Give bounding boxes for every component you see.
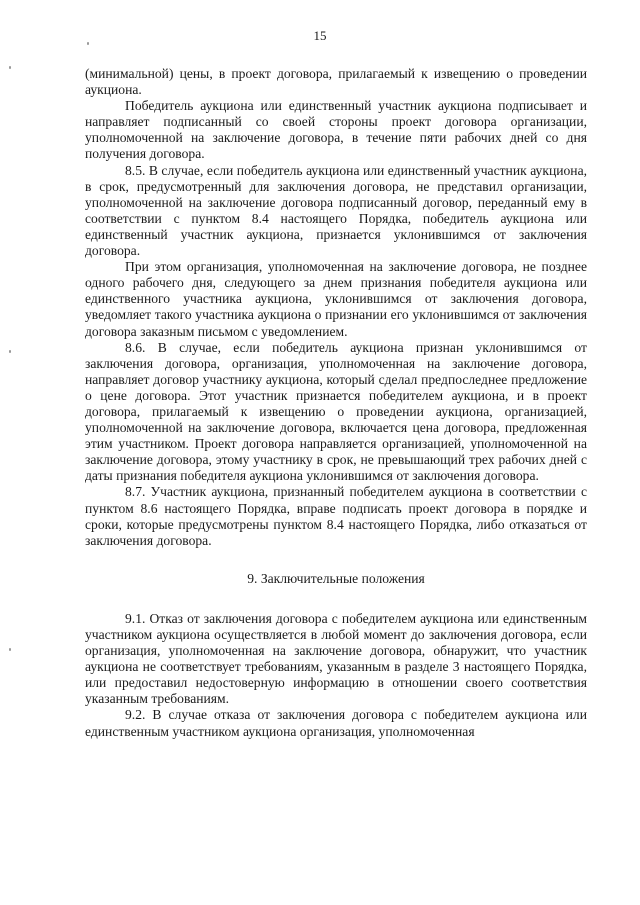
paragraph-notification: При этом организация, уполномоченная на заключение договора, не позднее одного рабочего дня, следующего за днем признания победителя аукциона или единственного участника аукциона, уклонившимся от заключения договора, уведомляет такого участника аукциона о признании его уклонившимся от заключения договора заказным письмом с уведомлением. bbox=[85, 259, 587, 339]
section-heading: 9. Заключительные положения bbox=[247, 570, 425, 586]
paragraph-9-2: 9.2. В случае отказа от заключения договора с победителем аукциона или единственным участником аукциона организация, уполномоченная bbox=[85, 707, 587, 739]
paragraph-8-5: 8.5. В случае, если победитель аукциона или единственный участник аукциона, в срок, предусмотренный для заключения договора, не представил организации, уполномоченной на заключение договора подписанный договор, переданный ему в соответствии с пунктом 8.4 настоящего Порядка, победитель аукциона или единственный участник аукциона, признается уклонившимся от заключения договора. bbox=[85, 162, 587, 259]
paragraph-8-7: 8.7. Участник аукциона, признанный победителем аукциона в соответствии с пунктом 8.6 настоящего Порядка, вправе подписать проект договора в порядке и сроки, которые предусмотрены пунктом 8.4 настоящего Порядка, либо отказаться от заключения договора. bbox=[85, 484, 587, 548]
scan-speck bbox=[9, 350, 11, 353]
paragraph-9-1: 9.1. Отказ от заключения договора с победителем аукциона или единственным участником аукциона осуществляется в любой момент до заключения договора, если организация, уполномоченная на заключение договора, обнаружит, что участник аукциона не соответствует требованиям, указанным в разделе 3 настоящего Порядка, или предоставил недостоверную информацию в отношении своего соответствия указанным требованиям. bbox=[85, 610, 587, 707]
paragraph-8-6: 8.6. В случае, если победитель аукциона признан уклонившимся от заключения договора, организация, уполномоченная на заключение договора, направляет договор участнику аукциона, который сделал предпоследнее предложение о цене договора. Этот участник признается победителем аукциона, и в проект договора, прилагаемый к извещению о проведении аукциона, организацией, уполномоченной на заключение договора, включается цена договора, предложенная этим участником. Проект договора направляется организацией, уполномоченной на заключение договора, этому участнику в срок, не превышающий трех рабочих дней с даты признания победителя аукциона уклонившимся от заключения договора. bbox=[85, 339, 587, 484]
scan-speck bbox=[9, 648, 11, 651]
scan-speck bbox=[9, 66, 11, 69]
page-number: 15 bbox=[313, 28, 327, 43]
scan-speck bbox=[87, 42, 89, 45]
document-body bbox=[85, 66, 587, 740]
paragraph-winner-signs: Победитель аукциона или единственный участник аукциона подписывает и направляет подписанный со своей стороны проект договора организации, уполномоченной на заключение договора, в течение пяти рабочих дней со дня получения договора. bbox=[85, 98, 587, 162]
paragraph-continuation: (минимальной) цены, в проект договора, прилагаемый к извещению о проведении аукциона. bbox=[85, 66, 587, 98]
